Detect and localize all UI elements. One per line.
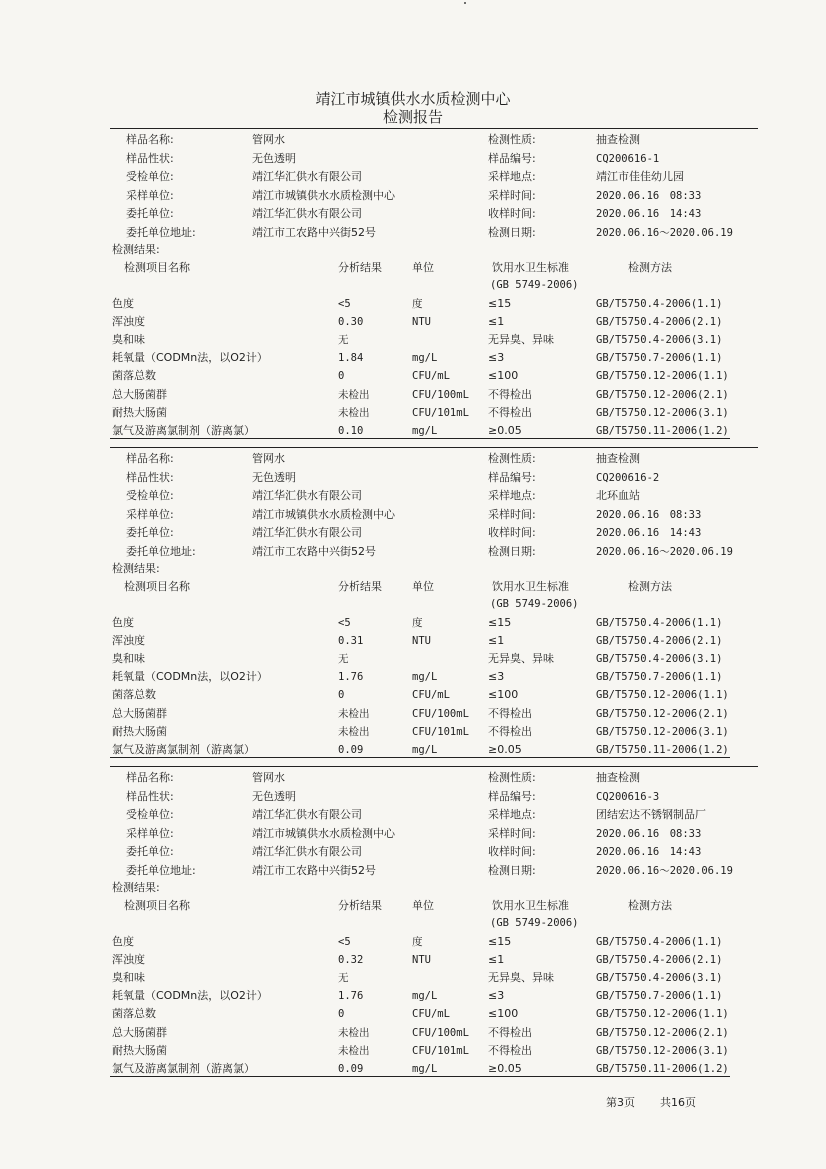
info-row bbox=[110, 487, 760, 505]
cell-method: GB/T5750.12-2006(2.1) bbox=[596, 707, 729, 720]
field-value: 团结宏达不锈钢制品厂 bbox=[596, 808, 706, 822]
field-value: 靖江市工农路中兴街52号 bbox=[252, 864, 376, 877]
cell-standard: ≥0.05 bbox=[488, 1061, 522, 1075]
field-value: 2020.06.16～2020.06.19 bbox=[596, 227, 733, 239]
cell-standard: 无异臭、异味 bbox=[488, 971, 554, 985]
field-value: 靖江华汇供水有限公司 bbox=[252, 845, 362, 859]
col-header-method: 检测方法 bbox=[628, 580, 672, 593]
field-label: 样品性状: bbox=[126, 470, 174, 484]
field-label: 采样单位: bbox=[126, 188, 174, 202]
cell-item-name: 臭和味 bbox=[112, 333, 145, 347]
cell-standard: ≥0.05 bbox=[488, 423, 522, 437]
cell-standard: ≤1 bbox=[488, 953, 505, 967]
field-value: CQ200616-1 bbox=[596, 152, 660, 165]
col-header-standard-sub: (GB 5749-2006) bbox=[490, 279, 579, 291]
col-header-result: 分析结果 bbox=[338, 580, 382, 593]
page-total: 共16页 bbox=[660, 1096, 696, 1109]
cell-unit: NTU bbox=[412, 316, 431, 329]
table-header bbox=[110, 259, 760, 277]
cell-item-name: 耐热大肠菌 bbox=[112, 1043, 167, 1057]
cell-item-name: 色度 bbox=[112, 297, 134, 310]
cell-method: GB/T5750.4-2006(1.1) bbox=[596, 936, 723, 948]
field-value: 2020.06.16 14:43 bbox=[596, 527, 702, 540]
field-value: 靖江市城镇供水水质检测中心 bbox=[252, 507, 395, 521]
field-value: 靖江市工农路中兴街52号 bbox=[252, 545, 376, 558]
field-value: 靖江华汇供水有限公司 bbox=[252, 207, 362, 221]
table-row bbox=[110, 969, 760, 987]
cell-standard: 不得检出 bbox=[488, 724, 532, 738]
cell-method: GB/T5750.4-2006(3.1) bbox=[596, 972, 723, 985]
field-label: 受检单位: bbox=[126, 808, 174, 822]
field-value: 靖江华汇供水有限公司 bbox=[252, 170, 362, 184]
table-row bbox=[110, 723, 760, 741]
col-header-standard: 饮用水卫生标准 bbox=[492, 261, 569, 274]
col-header-unit: 单位 bbox=[412, 580, 434, 593]
cell-standard: 无异臭、异味 bbox=[488, 333, 554, 347]
cell-standard: ≤15 bbox=[488, 935, 512, 948]
field-value: 2020.06.16 08:33 bbox=[596, 508, 702, 521]
cell-result: 未检出 bbox=[338, 406, 370, 419]
table-row bbox=[110, 1042, 760, 1060]
field-value: 靖江市佳佳幼儿园 bbox=[596, 170, 684, 184]
field-label: 委托单位: bbox=[126, 207, 174, 221]
cell-item-name: 耗氧量（CODMn法，以O2计） bbox=[112, 670, 268, 684]
field-value: 靖江华汇供水有限公司 bbox=[252, 489, 362, 503]
results-label: 检测结果: bbox=[112, 881, 160, 894]
cell-standard: ≤100 bbox=[488, 369, 519, 383]
cell-standard: ≥0.05 bbox=[488, 742, 522, 756]
field-value: 2020.06.16～2020.06.19 bbox=[596, 546, 733, 558]
col-header-standard: 饮用水卫生标准 bbox=[492, 899, 569, 912]
field-value: 管网水 bbox=[252, 771, 285, 784]
field-label: 检测性质: bbox=[488, 133, 536, 146]
cell-item-name: 耐热大肠菌 bbox=[112, 405, 167, 419]
table-row bbox=[110, 295, 760, 313]
cell-standard: ≤3 bbox=[488, 351, 505, 365]
cell-standard: ≤15 bbox=[488, 297, 512, 310]
field-label: 收样时间: bbox=[488, 207, 536, 221]
cell-method: GB/T5750.12-2006(1.1) bbox=[596, 370, 729, 383]
info-row bbox=[110, 524, 760, 542]
cell-unit: mg/L bbox=[412, 671, 438, 684]
field-label: 采样地点: bbox=[488, 170, 536, 184]
col-header-standard: 饮用水卫生标准 bbox=[492, 580, 569, 593]
results-label: 检测结果: bbox=[112, 243, 160, 256]
cell-result: <5 bbox=[338, 936, 351, 948]
info-row bbox=[110, 224, 760, 242]
field-label: 受检单位: bbox=[126, 489, 174, 503]
field-label: 收样时间: bbox=[488, 845, 536, 859]
field-label: 委托单位地址: bbox=[126, 226, 196, 239]
cell-unit: CFU/101mL bbox=[412, 725, 469, 738]
cell-unit: CFU/100mL bbox=[412, 707, 469, 720]
field-value: 无色透明 bbox=[252, 151, 296, 165]
field-label: 检测性质: bbox=[488, 771, 536, 784]
table-header bbox=[110, 578, 760, 596]
info-row bbox=[110, 506, 760, 524]
cell-item-name: 总大肠菌群 bbox=[112, 706, 167, 720]
field-label: 采样地点: bbox=[488, 808, 536, 822]
info-row bbox=[110, 469, 760, 487]
cell-method: GB/T5750.12-2006(3.1) bbox=[596, 1044, 729, 1057]
cell-item-name: 氯气及游离氯制剂（游离氯） bbox=[112, 423, 255, 437]
cell-method: GB/T5750.4-2006(2.1) bbox=[596, 635, 723, 648]
cell-result: 0 bbox=[338, 689, 345, 702]
field-value: 管网水 bbox=[252, 133, 285, 146]
field-value: 2020.06.16 08:33 bbox=[596, 189, 702, 202]
cell-result: 1.84 bbox=[338, 352, 364, 365]
cell-method: GB/T5750.7-2006(1.1) bbox=[596, 671, 723, 684]
cell-item-name: 臭和味 bbox=[112, 971, 145, 985]
cell-standard: 不得检出 bbox=[488, 706, 532, 720]
field-label: 采样单位: bbox=[126, 507, 174, 521]
field-label: 检测日期: bbox=[488, 226, 536, 239]
table-row bbox=[110, 349, 760, 367]
field-label: 样品编号: bbox=[488, 470, 536, 484]
table-row bbox=[110, 331, 760, 349]
cell-result: <5 bbox=[338, 298, 351, 310]
table-row bbox=[110, 313, 760, 331]
field-value: 抽查检测 bbox=[596, 452, 640, 465]
cell-result: 无 bbox=[338, 653, 349, 666]
cell-result: 1.76 bbox=[338, 990, 364, 1003]
field-label: 委托单位地址: bbox=[126, 864, 196, 877]
cell-method: GB/T5750.4-2006(2.1) bbox=[596, 954, 723, 967]
field-value: 北环血站 bbox=[596, 489, 640, 503]
cell-method: GB/T5750.12-2006(3.1) bbox=[596, 725, 729, 738]
field-label: 样品名称: bbox=[126, 452, 174, 465]
cell-unit: CFU/101mL bbox=[412, 1044, 469, 1057]
cell-standard: ≤100 bbox=[488, 688, 519, 702]
col-header-item: 检测项目名称 bbox=[124, 261, 190, 274]
field-label: 受检单位: bbox=[126, 170, 174, 184]
report-block bbox=[110, 766, 760, 1084]
cell-result: 0.10 bbox=[338, 424, 364, 437]
col-header-item: 检测项目名称 bbox=[124, 899, 190, 912]
field-value: 2020.06.16～2020.06.19 bbox=[596, 865, 733, 877]
cell-item-name: 耐热大肠菌 bbox=[112, 724, 167, 738]
cell-unit: NTU bbox=[412, 954, 431, 967]
field-label: 采样单位: bbox=[126, 826, 174, 840]
cell-result: 0 bbox=[338, 1008, 345, 1021]
table-row bbox=[110, 668, 760, 686]
field-label: 检测性质: bbox=[488, 452, 536, 465]
col-header-method: 检测方法 bbox=[628, 899, 672, 912]
cell-method: GB/T5750.11-2006(1.2) bbox=[596, 743, 729, 756]
info-row bbox=[110, 843, 760, 861]
cell-method: GB/T5750.7-2006(1.1) bbox=[596, 352, 723, 365]
cell-item-name: 臭和味 bbox=[112, 652, 145, 666]
report-block bbox=[110, 447, 760, 765]
cell-unit: CFU/mL bbox=[412, 370, 450, 383]
field-value: 管网水 bbox=[252, 452, 285, 465]
results-label: 检测结果: bbox=[112, 562, 160, 575]
cell-standard: 不得检出 bbox=[488, 405, 532, 419]
cell-item-name: 耗氧量（CODMn法，以O2计） bbox=[112, 351, 268, 365]
cell-method: GB/T5750.12-2006(1.1) bbox=[596, 1008, 729, 1021]
cell-result: 1.76 bbox=[338, 671, 364, 684]
report-title: 检测报告 bbox=[382, 108, 443, 126]
cell-item-name: 浑浊度 bbox=[112, 953, 145, 967]
field-label: 委托单位: bbox=[126, 526, 174, 540]
cell-item-name: 色度 bbox=[112, 616, 134, 629]
field-value: 2020.06.16 14:43 bbox=[596, 846, 702, 859]
info-row bbox=[110, 769, 760, 787]
table-header bbox=[110, 897, 760, 915]
field-label: 样品编号: bbox=[488, 151, 536, 165]
col-header-standard-sub: (GB 5749-2006) bbox=[490, 917, 579, 929]
table-row bbox=[110, 951, 760, 969]
info-row bbox=[110, 788, 760, 806]
cell-result: 未检出 bbox=[338, 725, 370, 738]
field-label: 检测日期: bbox=[488, 545, 536, 558]
page-number: 第3页 bbox=[606, 1096, 635, 1109]
cell-unit: 度 bbox=[412, 298, 423, 310]
col-header-unit: 单位 bbox=[412, 261, 434, 274]
cell-unit: CFU/101mL bbox=[412, 406, 469, 419]
cell-result: <5 bbox=[338, 617, 351, 629]
field-value: 抽查检测 bbox=[596, 133, 640, 146]
cell-method: GB/T5750.12-2006(2.1) bbox=[596, 388, 729, 401]
cell-unit: CFU/100mL bbox=[412, 388, 469, 401]
cell-item-name: 色度 bbox=[112, 935, 134, 948]
field-value: 2020.06.16 08:33 bbox=[596, 827, 702, 840]
cell-item-name: 总大肠菌群 bbox=[112, 387, 167, 401]
cell-method: GB/T5750.4-2006(3.1) bbox=[596, 334, 723, 347]
table-row bbox=[110, 367, 760, 385]
field-label: 样品名称: bbox=[126, 771, 174, 784]
cell-method: GB/T5750.12-2006(2.1) bbox=[596, 1026, 729, 1039]
cell-result: 0.32 bbox=[338, 954, 364, 967]
cell-unit: NTU bbox=[412, 635, 431, 648]
cell-item-name: 氯气及游离氯制剂（游离氯） bbox=[112, 1061, 255, 1075]
col-header-result: 分析结果 bbox=[338, 899, 382, 912]
cell-standard: ≤1 bbox=[488, 315, 505, 329]
table-row bbox=[110, 686, 760, 704]
table-row bbox=[110, 705, 760, 723]
cell-result: 0.31 bbox=[338, 635, 364, 648]
info-row bbox=[110, 450, 760, 468]
field-value: 靖江华汇供水有限公司 bbox=[252, 808, 362, 822]
col-header-method: 检测方法 bbox=[628, 261, 672, 274]
table-row bbox=[110, 632, 760, 650]
info-row bbox=[110, 543, 760, 561]
info-row bbox=[110, 150, 760, 168]
info-row bbox=[110, 806, 760, 824]
cell-result: 未检出 bbox=[338, 1026, 370, 1039]
cell-result: 未检出 bbox=[338, 707, 370, 720]
table-row bbox=[110, 614, 760, 632]
col-header-result: 分析结果 bbox=[338, 261, 382, 274]
field-label: 检测日期: bbox=[488, 864, 536, 877]
col-header-unit: 单位 bbox=[412, 899, 434, 912]
cell-standard: 不得检出 bbox=[488, 1025, 532, 1039]
cell-method: GB/T5750.11-2006(1.2) bbox=[596, 1062, 729, 1075]
table-row bbox=[110, 1060, 760, 1078]
cell-result: 0.30 bbox=[338, 316, 364, 329]
cell-unit: mg/L bbox=[412, 990, 438, 1003]
cell-unit: 度 bbox=[412, 936, 423, 948]
cell-unit: mg/L bbox=[412, 352, 438, 365]
cell-unit: mg/L bbox=[412, 424, 438, 437]
top-rule bbox=[110, 447, 758, 448]
field-label: 样品性状: bbox=[126, 789, 174, 803]
scan-speck bbox=[464, 2, 466, 4]
info-row bbox=[110, 825, 760, 843]
cell-unit: mg/L bbox=[412, 1062, 438, 1075]
cell-method: GB/T5750.4-2006(3.1) bbox=[596, 653, 723, 666]
cell-standard: 无异臭、异味 bbox=[488, 652, 554, 666]
field-label: 委托单位: bbox=[126, 845, 174, 859]
field-label: 收样时间: bbox=[488, 526, 536, 540]
cell-unit: 度 bbox=[412, 617, 423, 629]
cell-item-name: 菌落总数 bbox=[112, 688, 156, 702]
field-label: 样品性状: bbox=[126, 151, 174, 165]
cell-standard: ≤3 bbox=[488, 989, 505, 1003]
cell-method: GB/T5750.12-2006(1.1) bbox=[596, 689, 729, 702]
cell-item-name: 浑浊度 bbox=[112, 634, 145, 648]
cell-item-name: 菌落总数 bbox=[112, 369, 156, 383]
field-label: 采样时间: bbox=[488, 507, 536, 521]
cell-method: GB/T5750.11-2006(1.2) bbox=[596, 424, 729, 437]
field-value: 靖江市城镇供水水质检测中心 bbox=[252, 188, 395, 202]
cell-item-name: 耗氧量（CODMn法，以O2计） bbox=[112, 989, 268, 1003]
cell-result: 无 bbox=[338, 334, 349, 347]
field-label: 采样时间: bbox=[488, 188, 536, 202]
cell-result: 无 bbox=[338, 972, 349, 985]
cell-unit: CFU/mL bbox=[412, 1008, 450, 1021]
field-value: 无色透明 bbox=[252, 470, 296, 484]
cell-standard: ≤100 bbox=[488, 1007, 519, 1021]
cell-standard: ≤15 bbox=[488, 616, 512, 629]
cell-item-name: 浑浊度 bbox=[112, 315, 145, 329]
cell-item-name: 菌落总数 bbox=[112, 1007, 156, 1021]
info-row bbox=[110, 205, 760, 223]
field-label: 委托单位地址: bbox=[126, 545, 196, 558]
field-value: 靖江市工农路中兴街52号 bbox=[252, 226, 376, 239]
cell-result: 0.09 bbox=[338, 743, 364, 756]
cell-standard: ≤1 bbox=[488, 634, 505, 648]
field-value: CQ200616-3 bbox=[596, 790, 660, 803]
cell-method: GB/T5750.4-2006(1.1) bbox=[596, 298, 723, 310]
cell-standard: 不得检出 bbox=[488, 1043, 532, 1057]
info-row bbox=[110, 131, 760, 149]
cell-method: GB/T5750.4-2006(1.1) bbox=[596, 617, 723, 629]
table-row bbox=[110, 1024, 760, 1042]
page-footer bbox=[606, 1094, 696, 1110]
top-rule bbox=[110, 766, 758, 767]
field-value: CQ200616-2 bbox=[596, 471, 660, 484]
field-value: 靖江华汇供水有限公司 bbox=[252, 526, 362, 540]
field-label: 采样时间: bbox=[488, 826, 536, 840]
table-row bbox=[110, 422, 760, 440]
table-row bbox=[110, 987, 760, 1005]
field-label: 采样地点: bbox=[488, 489, 536, 503]
table-row bbox=[110, 386, 760, 404]
cell-result: 0.09 bbox=[338, 1062, 364, 1075]
field-value: 抽查检测 bbox=[596, 771, 640, 784]
cell-item-name: 氯气及游离氯制剂（游离氯） bbox=[112, 742, 255, 756]
field-value: 靖江市城镇供水水质检测中心 bbox=[252, 826, 395, 840]
cell-unit: mg/L bbox=[412, 743, 438, 756]
cell-item-name: 总大肠菌群 bbox=[112, 1025, 167, 1039]
col-header-item: 检测项目名称 bbox=[124, 580, 190, 593]
table-row bbox=[110, 404, 760, 422]
cell-result: 0 bbox=[338, 370, 345, 383]
cell-standard: 不得检出 bbox=[488, 387, 532, 401]
field-label: 样品编号: bbox=[488, 789, 536, 803]
cell-method: GB/T5750.12-2006(3.1) bbox=[596, 406, 729, 419]
cell-unit: CFU/100mL bbox=[412, 1026, 469, 1039]
report-block bbox=[110, 128, 760, 446]
top-rule bbox=[110, 128, 758, 129]
col-header-standard-sub: (GB 5749-2006) bbox=[490, 598, 579, 610]
cell-method: GB/T5750.7-2006(1.1) bbox=[596, 990, 723, 1003]
info-row bbox=[110, 168, 760, 186]
cell-method: GB/T5750.4-2006(2.1) bbox=[596, 316, 723, 329]
table-row bbox=[110, 933, 760, 951]
cell-result: 未检出 bbox=[338, 1044, 370, 1057]
field-label: 样品名称: bbox=[126, 133, 174, 146]
table-row bbox=[110, 1005, 760, 1023]
field-value: 2020.06.16 14:43 bbox=[596, 208, 702, 221]
cell-result: 未检出 bbox=[338, 388, 370, 401]
table-row bbox=[110, 741, 760, 759]
cell-unit: CFU/mL bbox=[412, 689, 450, 702]
field-value: 无色透明 bbox=[252, 789, 296, 803]
info-row bbox=[110, 862, 760, 880]
org-title: 靖江市城镇供水水质检测中心 bbox=[315, 90, 511, 108]
table-row bbox=[110, 650, 760, 668]
cell-standard: ≤3 bbox=[488, 670, 505, 684]
info-row bbox=[110, 187, 760, 205]
